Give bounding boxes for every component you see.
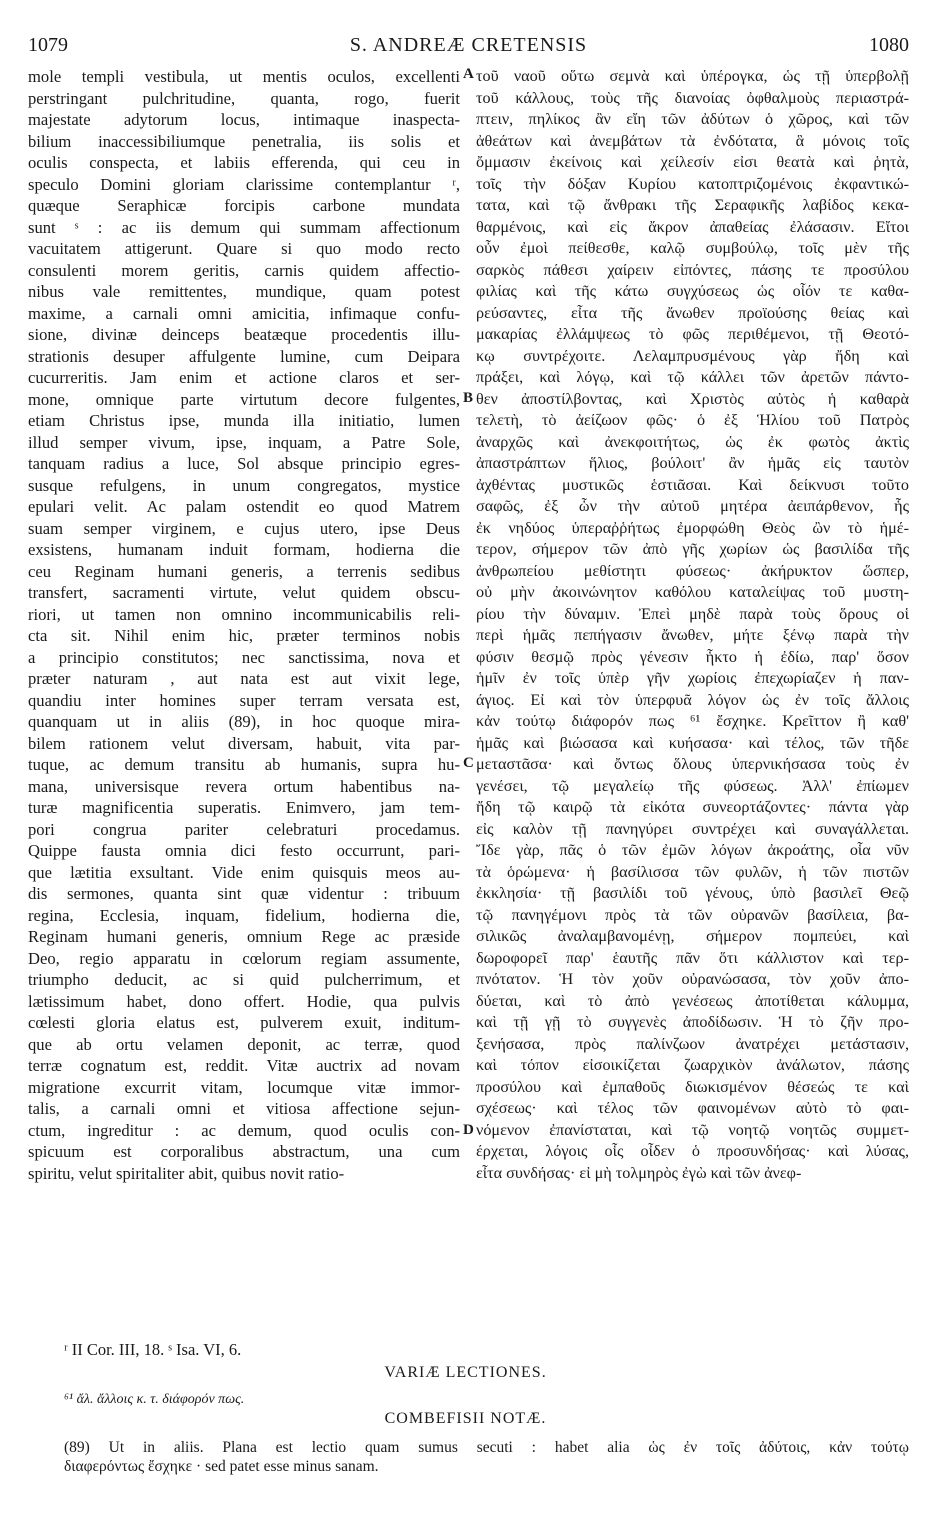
- greek-text-line: τῷ πανηγέμονι πρὸς τὰ τῶν οὐρανῶν βασίλεια, βα-: [476, 905, 909, 924]
- latin-text-line: talis, a carnali omni et vitiosa affectione sejun-: [28, 1099, 460, 1118]
- right-page-number: 1080: [869, 34, 909, 56]
- greek-text-line: τοῦ ναοῦ οὕτω σεμνὰ καὶ ὑπέρογκα, ὡς τῇ ὑπερβολῇ: [476, 67, 909, 85]
- latin-text-line: bilem rationem velut diversam, habuit, vita par-: [28, 733, 460, 753]
- latin-text-line: oculis conspecta, et labiis efferenda, qui ceu in: [28, 153, 460, 172]
- latin-text-line: Deo, regio apparatu in cœlorum regiam assumente,: [28, 948, 460, 968]
- latin-text-line: sione, divinæ deinceps beatæque procedentis illu-: [28, 325, 460, 344]
- latin-text-line: pori congrua pariter celebraturi procedamus.: [28, 819, 460, 839]
- greek-text-line: έρχεται, λόγοις οἷς οἶδεν ὁ προσυνδήσας· καὶ λύσας,: [476, 1142, 909, 1160]
- greek-text-line: οὐ μὴν ἀκοινώνητον καθόλου καταλείψας τοῦ μυστη-: [476, 583, 909, 601]
- latin-text-line: strationis desuper affulgente lumine, cum Deipara: [28, 346, 460, 366]
- latin-text-line: cœlesti gloria elatus est, pulverem exuit, inditum-: [28, 1013, 460, 1032]
- greek-text-line: ἀχθέντας μυστικῶς ἑστιᾶσαι. Καὶ δείκνυσι τοῦτο: [476, 475, 909, 494]
- greek-text-line: σχέσεως· καὶ τέλος τῶν φαινομένων αὐτὸ τὸ φαι-: [476, 1099, 909, 1117]
- greek-text-line: τὰ ὁρώμενα· ἡ βασίλισσα τῶν φυλῶν, ἡ τῶν πιστῶν: [476, 862, 909, 881]
- greek-text-line: πνότατον. Ἡ τὸν χοῦν οὐρανώσασα, τὸν χοῦν ἀπο-: [476, 970, 909, 988]
- latin-text-line: que ab ortu velamen deponit, ac terræ, quod: [28, 1034, 460, 1054]
- running-title: S. ANDREÆ CRETENSIS: [349, 34, 588, 56]
- greek-text-line: ἤδη τῷ καιρῷ τὰ εἰκότα συνεορτάζοντες· πάντα γὰρ: [476, 798, 909, 816]
- latin-text-line: regina, Ecclesia, inquam, fidelium, hodierna die,: [28, 905, 460, 925]
- scripture-footnotes: ʳ II Cor. III, 18. ˢ Isa. VI, 6.: [64, 1340, 242, 1359]
- latin-text-line: riori, ut tamen non omnino incommunicabilis reli-: [28, 604, 460, 624]
- latin-text-line: maxime, a carnali omni amicitia, infimaque confu-: [28, 303, 460, 323]
- greek-text-line: ἀναρχῶς καὶ ἀνεκφοιτήτως, ὡς ἐκ φωτὸς ἀκτὶς: [476, 432, 909, 451]
- latin-text-line: quæque Seraphicæ forcipis carbone mundata: [28, 196, 460, 215]
- combefisii-notae-title: COMBEFISII NOTÆ.: [384, 1410, 547, 1427]
- latin-text-line: tanquam radius a luce, Sol absque principio egres-: [28, 454, 460, 473]
- latin-text-line: nibus vale remittentes, mundique, quam potest: [28, 282, 460, 301]
- section-marker-a: A: [463, 66, 474, 82]
- greek-text-line: δωροφορεῖ παρ' ἑαυτῆς πᾶν ὅτι κάλλιστον καὶ τερ-: [476, 948, 909, 967]
- page-header: [28, 34, 909, 64]
- note-text-line: (89) Ut in aliis. Plana est lectio quam sumus secuti : habet alia ὡς ἐν τοῖς ἀδύτοις, κἀν τούτῳ: [64, 1439, 909, 1456]
- section-marker-c: C: [463, 755, 474, 771]
- commentary-note: [64, 1438, 909, 1476]
- latin-text-line: bilium inaccessibiliumque penetralia, iis solis et: [28, 131, 460, 151]
- greek-text-line: καὶ τόπον εἰσοικίζεται ζωαρχικὸν ἀνάλωτον, πάσης: [476, 1056, 909, 1074]
- variae-lectiones-title: VARIÆ LECTIONES.: [384, 1364, 547, 1381]
- greek-text-line: ξενήσασα, πρὸς παλίνζωον ἀνατρέχει μετάστασιν,: [476, 1034, 909, 1053]
- latin-text-line: spicuum est corporalibus abstractum, una cum: [28, 1142, 460, 1161]
- latin-text-line: spiritu, velut spiritaliter abit, quibus novit ratio-: [28, 1163, 345, 1183]
- greek-text-line: περὶ ἡμᾶς πεπήγασιν ἄνωθεν, μήτε ξένῳ παρὰ τὴν: [476, 626, 909, 644]
- latin-text-line: migratione excurrit vitam, locumque vitæ immor-: [28, 1077, 460, 1097]
- latin-text-line: sunt ˢ : ac iis demum qui summam affectionum: [28, 217, 460, 237]
- latin-text-line: speculo Domini gloriam clarissime contemplantur ʳ,: [28, 174, 460, 194]
- latin-text-line: quandiu inter homines super terram versata est,: [28, 690, 460, 710]
- latin-text-line: perstringant pulchritudine, quanta, rogo, fuerit: [28, 88, 460, 108]
- latin-text-line: majestate adytorum locus, intimaque inaspecta-: [28, 110, 460, 129]
- latin-text-line: illud semper vivum, ipse, inquam, a Patre Sole,: [28, 432, 460, 452]
- latin-text-line: consulenti morem geritis, carnis quidem affectio-: [28, 260, 460, 280]
- section-marker-d: D: [463, 1122, 474, 1138]
- latin-text-line: præter naturam , aut nata est aut vixit lege,: [28, 669, 460, 688]
- greek-text-line: τοῦ κάλλους, τοὺς τῆς διανοίας ὀφθαλμοὺς περιαστρά-: [476, 88, 909, 107]
- latin-column: [28, 66, 460, 1184]
- greek-text-line: θεν ἀποστίλβοντας, καὶ Χριστὸς αὐτὸς ἡ καθαρὰ: [476, 389, 909, 408]
- greek-text-line: προσύλου καὶ ἐμπαθοῦς διωκισμένον θέσεώς τε καὶ: [476, 1077, 909, 1096]
- greek-text-line: σαφῶς, ἐξ ὧν τὴν αὐτοῦ μητέρα ἀειπάρθενον, ἧς: [476, 497, 909, 515]
- latin-text-line: que lætitia exsultant. Vide enim quisquis meos au-: [28, 862, 460, 882]
- latin-text-line: mana, universisque revera ortum habentibus na-: [28, 776, 460, 796]
- greek-text-line: Ἴδε γὰρ, πᾶς ὁ τῶν ἐμῶν λόγων ἀκροάτης, οἷα νῦν: [476, 841, 909, 859]
- greek-text-line: σαρκὸς πάθεσι χαίρειν εἰπόντες, πάσης τε προσύλου: [476, 260, 909, 279]
- latin-text-line: triumpho deducit, ac si quid pulcherrimum, et: [28, 970, 460, 989]
- latin-text-line: dis sermones, quanta sint quæ videntur : tribuum: [28, 884, 460, 903]
- greek-text-line: ἀνθρωπείου μεθίστητι φύσεως· ἀκήρυκτον ὥσπερ,: [476, 561, 909, 580]
- latin-text-line: mole templi vestibula, ut mentis oculos, excellenti: [28, 67, 460, 86]
- greek-text-line: καὶ τῇ γῇ τὸ συγγενὲς ἀποδίδωσιν. Ἡ τὸ ζῆν προ-: [476, 1013, 909, 1031]
- latin-text-line: suam semper virginem, e cujus utero, ipse Deus: [28, 518, 460, 538]
- latin-text-line: susque refulgens, in unum congregatos, mystice: [28, 475, 460, 495]
- latin-text-line: lætissimum habet, dono offert. Hodie, qua pulvis: [28, 991, 460, 1011]
- latin-text-line: exsistens, humanam induit formam, hodierna die: [28, 540, 460, 559]
- latin-text-line: cta sit. Nihil enim hic, præter terminos nobis: [28, 626, 460, 645]
- greek-text-line: θαρμένοις, καὶ εἰς ἄκρον ἀπαθείας ἐλάσασιν. Εἴτοι: [476, 217, 909, 236]
- latin-text-line: terræ cognatum est, reddit. Vitæ auctrix ad novam: [28, 1056, 460, 1075]
- latin-text-line: transfert, sacramenti virtute, velut quidem obscu-: [28, 583, 460, 602]
- variant-reading: ⁶¹ ἄλ. ἄλλοις κ. τ. διάφορόν πως.: [64, 1392, 245, 1407]
- greek-text-line: ρίου τὴν δύναμιν. Ἐπεὶ μηδὲ παρὰ τοὺς ὅρους οἱ: [476, 604, 909, 623]
- latin-text-line: ceu Reginam humani generis, a terrenis sedibus: [28, 561, 460, 581]
- greek-text-line: ἡμῖν ἐν τοῖς ὑπὲρ γῆν χωρίοις ἐπεχωρίαζεν ἡ παν-: [476, 669, 909, 687]
- greek-text-line: οὖν ἐμοὶ πείθεσθε, καλῷ συμβούλῳ, τοῖς μὲν τῆς: [476, 239, 909, 257]
- greek-text-line: κῳ συντρέχοιτε. Λελαμπρυσμένους γὰρ ἤδη καὶ: [476, 346, 909, 365]
- greek-text-line: εἶτα συνδήσας· εἰ μὴ τολμηρὸς ἐγὼ καὶ τῶν ἀνεφ-: [476, 1163, 802, 1182]
- greek-text-line: πράξει, καὶ λόγῳ, καὶ τῷ κάλλει τῶν ἀρετῶν πάντο-: [476, 368, 909, 386]
- greek-text-line: νόμενον ἐπανίσταται, καὶ τῷ νοητῷ νοητῶς συμμετ-: [476, 1120, 909, 1139]
- greek-text-line: ἡμᾶς καὶ βιώσασα καὶ κυήσασα· καὶ τέλος, τῶν τῆδε: [476, 733, 909, 752]
- greek-text-line: ἐκ νηδύος ὑπεραῤῥήτως ἐμορφώθη Θεὸς ὢν τὸ ἡμέ-: [476, 518, 909, 537]
- latin-text-line: vacuitatem attigerunt. Quare si quo modo recto: [28, 239, 460, 258]
- greek-text-line: τοῖς τὴν δόξαν Κυρίου κατοπτριζομένοις ἐκφαντικώ-: [476, 174, 909, 193]
- latin-text-line: epulari velit. Ac palam ostendit eo quod Matrem: [28, 497, 460, 516]
- greek-text-line: κἀν τούτῳ διάφορόν πως ⁶¹ ἔσχηκε. Κρεῖττον ἢ καθ': [476, 712, 909, 730]
- latin-text-line: a principio constitutos; nec sanctissima, nova et: [28, 647, 460, 667]
- greek-text-line: φιλίας καὶ τῆς κάτω συγχύσεως ὡς οἷόν τε καθα-: [476, 282, 909, 300]
- section-marker-b: B: [463, 390, 474, 406]
- greek-text-line: μεταστᾶσα· καὶ ὄντως ὅλους ὑπερνικήσασα τοὺς ἐν: [476, 755, 909, 773]
- greek-text-line: ἀθεάτων καὶ ἀνεμβάτων τὰ ἐνδότατα, ἃ μόνοις τοῖς: [476, 131, 909, 150]
- latin-text-line: mone, omnique parte virtutum decore fulgentes,: [28, 389, 460, 409]
- greek-text-line: ἀπαστράπτων ἥλιος, βούλοιτ' ἂν ἡμᾶς εἰς ταυτὸν: [476, 454, 909, 472]
- greek-text-line: τατα, καὶ τῷ ἄνθρακι τῆς Σεραφικῆς λαβίδος κεκα-: [476, 196, 909, 214]
- note-text-line: διαφερόντως ἔσχηκε · sed patet esse minus sanam.: [64, 1458, 379, 1475]
- greek-text-line: γενέσει, τῷ μεγαλείῳ τῆς φύσεως. Ἀλλ' ἐπίωμεν: [476, 776, 909, 795]
- greek-text-line: ρεύσαντες, εἶτα τῆς ἄνωθεν προϊούσης θείας καὶ: [476, 303, 909, 322]
- left-page-number: 1079: [28, 34, 68, 56]
- greek-text-line: μακαρίας ἐλλάμψεως τὸ φῶς περιθέμενοι, τῇ Θεοτό-: [476, 325, 909, 343]
- latin-text-line: ctum, ingreditur : ac demum, quod oculis con-: [28, 1120, 460, 1140]
- greek-text-line: ἐκκλησία· τῇ βασιλίδι τοῦ γένους, ὑπὸ βασιλεῖ Θεῷ: [476, 884, 909, 902]
- greek-text-line: πτειν, πηλίκος ἂν εἴη τῶν ἀδύτων ὁ χῶρος, καὶ τῶν: [476, 110, 909, 128]
- greek-text-line: φύσιν θεσμῷ πρὸς γένεσιν ἧκτο ἡ ἐδίω, παρ' ὅσον: [476, 647, 909, 666]
- greek-text-line: τελετὴ, τὸ ἀείζωον φῶς· ὁ ἐξ Ἡλίου τοῦ Πατρὸς: [476, 411, 909, 429]
- latin-text-line: cucurreritis. Jam enim et actione claros et ser-: [28, 368, 460, 387]
- latin-text-line: Reginam humani generis, omnium Rege ac præside: [28, 927, 460, 946]
- greek-text-line: τερον, σήμερον τῶν ἀπὸ γῆς χωρίων ὡς βασιλίδα τῆς: [476, 540, 909, 558]
- latin-text-line: turæ magnificentia superatis. Enimvero, jam tem-: [28, 798, 460, 817]
- latin-text-line: Quippe fausta omnia dici festo occurrunt, pari-: [28, 841, 460, 860]
- greek-text-line: ὄμμασιν ἐκείνοις καὶ χείλεσίν εἰσι θεατὰ καὶ ῥητὰ,: [476, 153, 909, 171]
- latin-text-line: etiam Christus ipse, munda illa initiatio, lumen: [28, 411, 460, 430]
- greek-text-line: άγιος. Εἰ καὶ τὸν ὑπερφυᾶ λόγον ὡς ἐν τοῖς ἄλλοις: [476, 690, 909, 709]
- greek-text-line: εἰς καλὸν τῇ πανηγύρει συντρέχει καὶ συναγάλλεται.: [476, 819, 909, 838]
- greek-column: [476, 66, 909, 1184]
- greek-text-line: σιλικῶς ἀναλαμβανομένῃ, σήμερον πομπεύει, καὶ: [476, 927, 909, 945]
- latin-text-line: tuque, ac demum transitu ab humanis, supra hu-: [28, 755, 460, 774]
- latin-text-line: quanquam ut in aliis (89), in hoc quoque mira-: [28, 712, 460, 731]
- greek-text-line: δύεται, καὶ τὸ ἀπὸ γενέσεως ἀποτίθεται κάλυμμα,: [476, 991, 909, 1010]
